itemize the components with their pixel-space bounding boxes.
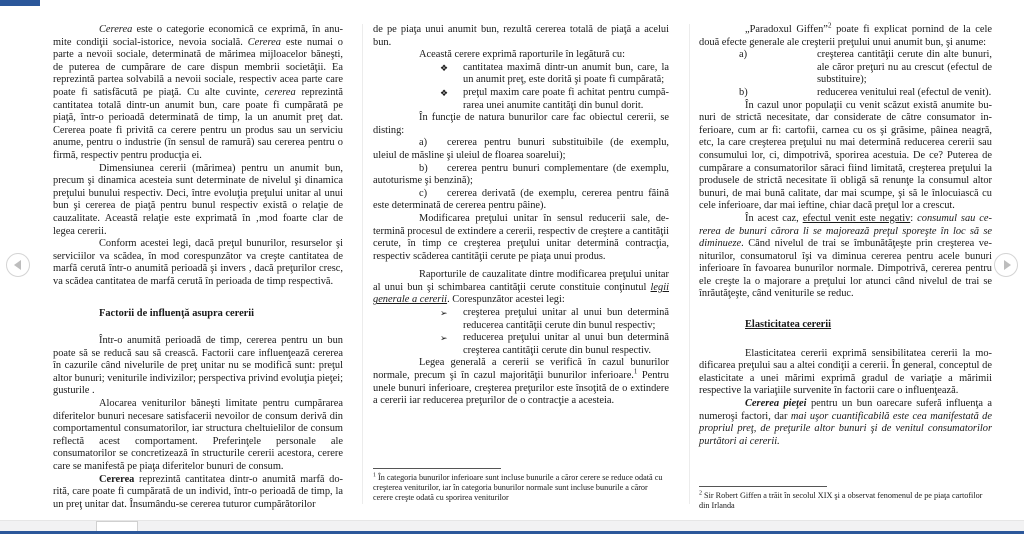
paragraph: Într-o anumită perioadă de timp, cererea pentru un bun poate să se reducă sau să crească. Factorii care influenţează cererea în cazurile când nivelurile de preţ unitar nu se modifică sunt: preţul altor bunuri; veniturile indivizilor; perspectiva privind evoluţia pieţei; gusturile .: [53, 335, 343, 397]
paragraph: Cererea pieţei pentru un bun oarecare suferă influenţa a numeroşi factori, dar mai uşor cuantificabilă este cea manifestată de propriul preţ, de preţurile altor bunuri şi de venitul consumatorilor purtători ai cererii.: [699, 398, 992, 447]
arrow-bullet-icon: ➢: [440, 333, 448, 344]
list-item: ➢ reducerea preţului unitar al unui bun determină creşterea cantităţii cerute din bunul respectiv.: [440, 332, 669, 356]
list-item: b) cererea pentru bunuri complementare (de exemplu, autoturisme şi benzină);: [373, 162, 669, 187]
footnote-separator: [373, 468, 501, 469]
next-page-button[interactable]: [994, 253, 1018, 277]
paragraph: Cererea este o categorie economică ce exprimă, în anumite condiţii social-istorice, nevoia socială. Cererea este numai o parte a nevoii sociale, determinată de mărimea mijloacelor băneşti, de puterea de cumpărare de care dispun membrii societăţii. Ea reprezintă partea solvabilă a nevoii sociale, respectiv acea parte care poate fi satisfăcută pe piaţă. Cu alte cuvinte, cererea reprezintă cantitatea totală dintr-un anumit bun, care poate fi cumpărată pe piaţă, într-o perioadă determinată de timp, la un anumit preţ dat. Cererea poate fi privită ca cerere pentru un produs sau un serviciu anume, pentru o industrie (în sensul de ramură) sau cererea pentru o firmă, respectiv pentru producţia ei.: [53, 24, 343, 161]
footnote-area: [373, 468, 669, 504]
paragraph: Cererea reprezintă cantitatea dintr-o anumită marfă dorită, care poate fi cumpărată de un individ, într-o perioadă de timp, la un preţ unitar dat. Însumându-se cererea tuturor cumpărătorilor: [53, 473, 343, 510]
list-item: ➢ creşterea preţului unitar al unui bun determină reducerea cantităţii cerute din bunul respectiv;: [440, 307, 669, 331]
paragraph: Conform acestei legi, dacă preţul bunurilor, resurselor şi serviciilor va scădea, în mod corespunzător va creşte cantitatea de marfă cerută într-o anumită perioadă şi invers , dacă preţurilor cresc, va scădea cantitatea de marfă cerută în perioada de timp respectivă.: [53, 238, 343, 287]
paragraph: Raporturile de cauzalitate dintre modificarea preţului unitar al unui bun şi schimbarea cantităţii cerute constituie conţinutul legii generale a cererii. Corespunzător acestei legi:: [373, 269, 669, 306]
paragraph: În cazul unor populaţii cu venit scăzut există anumite bunuri de strictă necesitate, dar considerate de către consumator inferioare, cum ar fi: cartofii, carnea cu os şi grăsime, pâinea neagră, etc, la care creşterea preţului nu mai determină reducerea cererii sau consumului lor, ci, dimpotrivă, sporirea acestuia. De ce? Puterea de cumpărare a consumatorilor săraci fiind limitată, creşterea preţului la produsele de strictă necesitate îi obligă să renunţe la consumul altor bunuri, de mai bună calitate, dar mai scumpe, şi să le înlocuiască cu cele inferioare, dar mai ieftine, chiar dacă preţul lor a crescut.: [699, 99, 992, 212]
paragraph: Această cerere exprimă raporturile în legătură cu:: [419, 49, 625, 61]
section-heading: Elasticitatea cererii: [745, 319, 832, 331]
diamond-bullet-icon: ❖: [440, 87, 449, 98]
list-item: ❖ preţul maxim care poate fi achitat pentru cumpărarea unei anumite cantităţi din bunul dorit.: [440, 86, 669, 111]
list-item: b) reducerea venitului real (efectul de venit).: [739, 86, 992, 98]
diamond-bullet-icon: ❖: [440, 62, 449, 73]
chevron-right-icon: [1004, 260, 1011, 270]
paragraph: „Paradoxul Giffen”$^2$ poate fi explicat pornind de la cele două efecte generale ale creşterii preţului unui anumit bun, şi anume:: [699, 21, 992, 48]
page-column-1: [53, 24, 343, 511]
column-divider: [689, 24, 690, 504]
paragraph: Legea generală a cererii se verifică în cazul bunurilor normale, precum şi în cazul majorităţii bunurilor inferioare.$^1$ Pentru unele bunuri inferioare, creşterea preţurilor este însoţită de o extindere a cererii iar reducerea preţurilor de o contracţie a acesteia.: [373, 357, 669, 407]
column-divider: [362, 24, 363, 504]
page-column-2: [373, 24, 669, 503]
paragraph: În funcţie de natura bunurilor care fac obiectul cererii, se disting:: [373, 112, 669, 136]
paragraph: de pe piaţa unui anumit bun, rezultă cererea totală de piaţă a acelui bun.: [373, 24, 669, 48]
paragraph: În acest caz, efectul venit este negativ: consumul sau cererea de bunuri cărora li se majorează preţul sporeşte în loc să se diminueze. Când nivelul de trai se îmbunătăţeşte prin creşterea veniturilor, consumatorul îşi va diminua cererea pentru acele bunuri inferioare în favoarea bunurilor normale. Dimpotrivă, cererea pentru ele creşte la o majorare a preţului lor atunci când nivelul de trai se înrăutăţeşte, când veniturile se reduc.: [699, 212, 992, 300]
list-item: a) creşterea cantităţii cerute din alte bunuri, ale căror preţuri nu au crescut (efectul de substituire);: [739, 49, 992, 86]
footnote: $^1$ În categoria bunurilor inferioare sunt incluse bunurile a căror cerere se reduce odată cu creşterea veniturilor, iar în categoria bunurilor normale sunt incluse bunurile a căror cerere creşte odată cu sporirea veniturilor: [373, 472, 663, 503]
arrow-bullet-icon: ➢: [440, 308, 448, 319]
page-scrollbar[interactable]: [0, 520, 1024, 531]
list-item: ❖ cantitatea maximă dintr-un anumit bun, care, la un anumit preţ, este dorită şi poate fi cumpărată;: [440, 61, 669, 86]
footnote-ref[interactable]: 2: [827, 21, 832, 30]
paragraph: Elasticitatea cererii exprimă sensibilitatea cererii la modificarea preţului sau a altei condiţii a cererii. În general, conceptul de elasticitate a unei mărimi exprimă gradul de variaţie a mărimii respective la variaţiile survenite în factorii care o influenţează.: [699, 347, 992, 397]
bullet-list: [373, 307, 669, 357]
footnote-ref[interactable]: 1: [633, 367, 638, 376]
previous-page-button[interactable]: [6, 253, 30, 277]
list-item: a) cererea pentru bunuri substituibile (de exemplu, uleiul de măsline şi uleiul de floarea soarelui);: [373, 137, 669, 161]
footnote-separator: [699, 486, 827, 487]
law-reference: legii generale a cererii: [373, 281, 669, 306]
bullet-list: [373, 62, 669, 112]
page-column-3: [699, 21, 992, 511]
footnote: $^2$ Sir Robert Giffen a trăit în secolul XIX şi a observat fenomenul de pe piaţa cartofilor din Irlanda: [699, 490, 983, 511]
chevron-left-icon: [14, 260, 21, 270]
paragraph: Dimensiunea cererii (mărimea) pentru un anumit bun, precum şi dinamica acesteia sunt determinate de nivelul şi dinamica preţului bunului respectiv. Deci, între evoluţia preţului unitar al unui bun şi cererea de piaţă pentru bunul respectiv există o relaţie de cauzalitate. Această relaţie este exprimată în ‚mod foarte clar de legea cererii.: [53, 162, 343, 237]
paragraph: Alocarea veniturilor băneşti limitate pentru cumpărarea diferitelor bunuri necesare satisfacerii nevoilor de consum derivă din comportamentul consumatorilor, iar structura cheltuielilor de consum reflectă acest comportament. Preferinţele personale ale consumatorilor se concretizează în structurile cererii acestora, cerere care se manifestă pe piaţa diferitelor bunuri de consum.: [53, 398, 343, 472]
paragraph: Modificarea preţului unitar în sensul reducerii sale, determină procesul de extindere a cererii, respectiv de creştere a cantităţii cerute, în timp ce creşterea preţului unitar determină contracţia, respectiv scăderea cantităţii cerute pe piaţa unui produs.: [373, 212, 669, 262]
reading-view: [0, 6, 1024, 511]
footnote-area: [699, 486, 992, 511]
section-heading: Factorii de influenţă asupra cererii: [99, 308, 255, 320]
list-item: c) cererea derivată (de exemplu, cererea pentru făină este determinată de cererea pentru pâine).: [373, 187, 669, 212]
